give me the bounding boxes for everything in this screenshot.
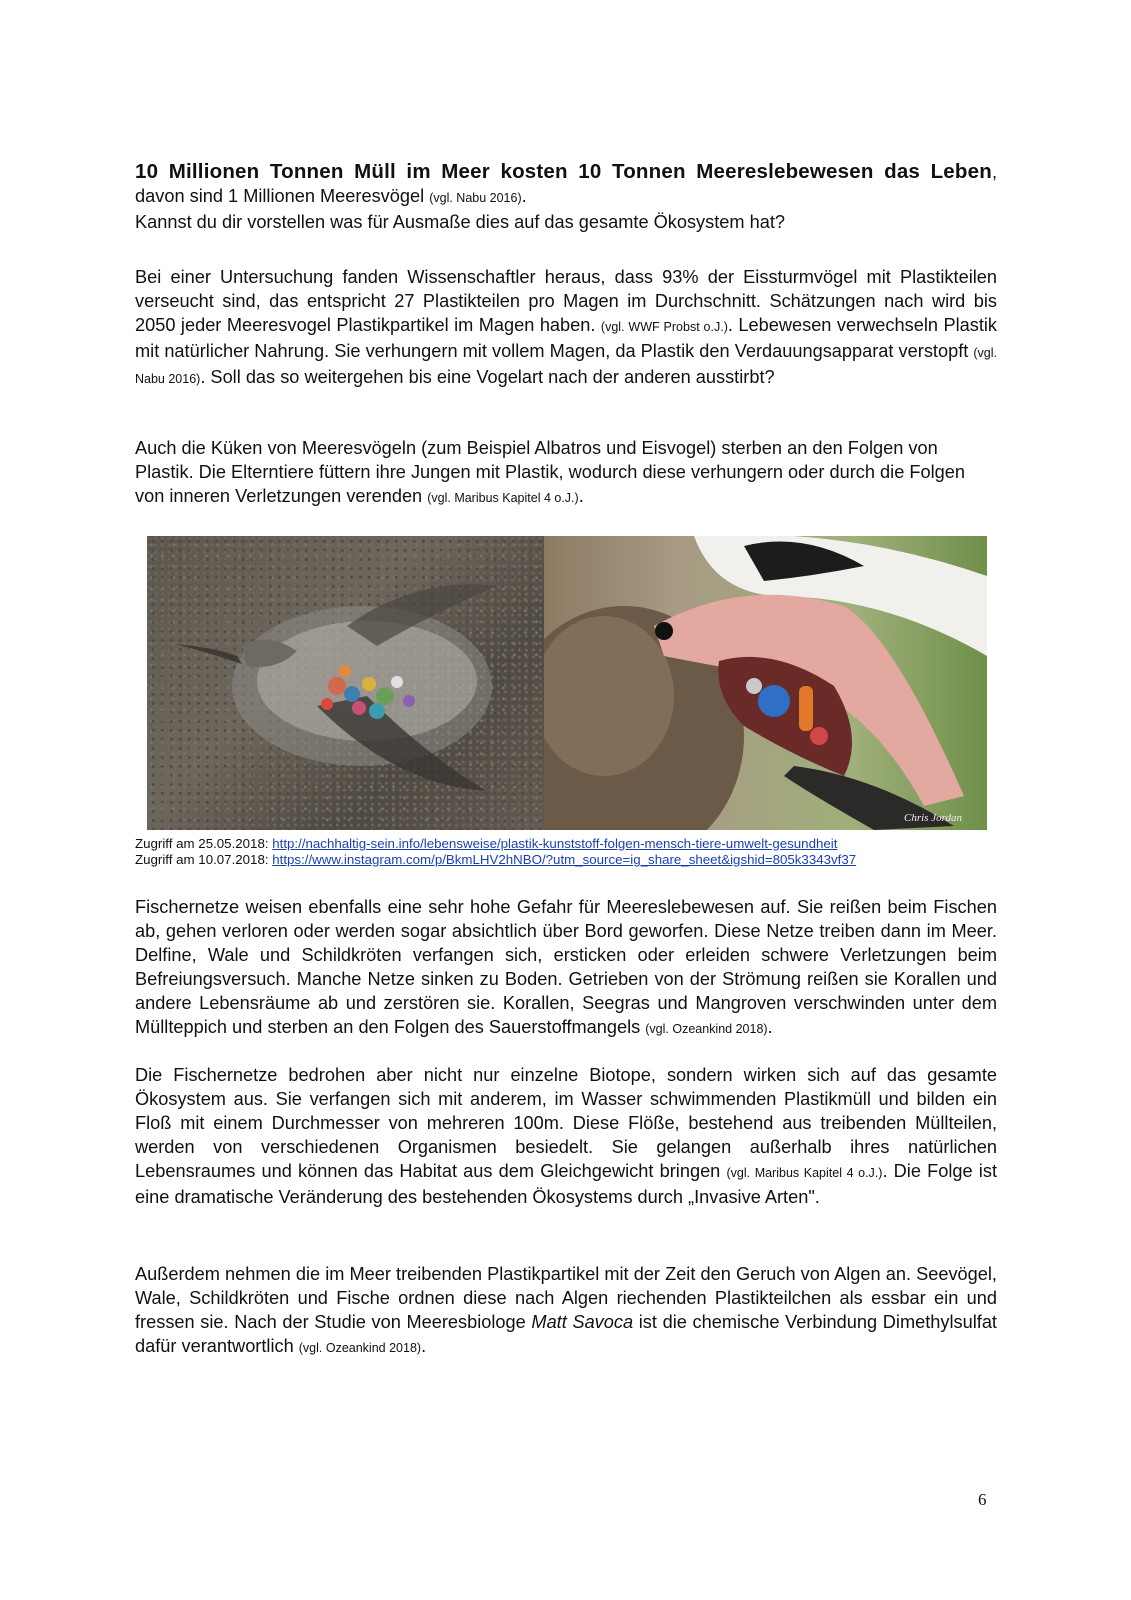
page-number: 6 — [978, 1490, 987, 1509]
headline: 10 Millionen Tonnen Müll im Meer kosten 10 Tonnen Meereslebewesen das Leben — [135, 160, 992, 183]
credit-link-instagram[interactable]: https://www.instagram.com/p/BkmLHV2hNBO/?utm_source=ig_share_sheet&igshid=805k3343vf37 — [272, 852, 857, 867]
image-credits — [135, 836, 856, 868]
paragraph-text: . Soll das so weitergehen bis eine Vogelart nach der anderen ausstirbt? — [200, 367, 775, 387]
paragraph-text: Bei einer Untersuchung fanden Wissenschaftler heraus, dass 93% der Eissturmvögel mit Plastikteilen verseucht sind, das entspricht 27 Plastikteilen pro Magen im Durchschnitt. Schätzungen nach wird bis 2050 jeder Meeresvogel Plastikpartikel im Magen haben. — [135, 267, 997, 335]
credit-line — [135, 836, 856, 852]
photo-watermark: Chris Jordan — [904, 812, 962, 824]
paragraph-text: . — [767, 1017, 773, 1037]
paragraph-text: Fischernetze weisen ebenfalls eine sehr hohe Gefahr für Meereslebewesen auf. Sie reißen beim Fischen ab, gehen verloren oder werden sogar absichtlich über Bord geworfen. Diese Netze treiben dann im Meer. Delfine, Wale und Schildkröten verfangen sich, ersticken oder erleiden schwere Verletzungen beim Befreiungsversuch. Manche Netze sinken zu Boden. Getrieben von der Strömung reißen sie Korallen und andere Lebensräume ab und zerstören sie. Korallen, Seegras und Mangroven verschwinden unter dem Müllteppich und sterben an den Folgen des Sauerstoffmangels — [135, 897, 997, 1037]
scientist-name: Matt Savoca — [531, 1312, 634, 1332]
paragraph-text: . — [521, 186, 527, 206]
citation: (vgl. Nabu 2016) — [429, 191, 522, 205]
dead-albatross-photo — [147, 536, 544, 830]
paragraph-intro — [135, 160, 997, 234]
dead-albatross-illustration — [147, 536, 544, 830]
citation: (vgl. Maribus Kapitel 4 o.J.) — [726, 1166, 883, 1180]
paragraph-text: Kannst du dir vorstellen was für Ausmaße dies auf das gesamte Ökosystem hat? — [135, 212, 786, 232]
paragraph-text: . Die Folge ist eine dramatische Veränderung des bestehenden Ökosystems durch „Invasive Arten". — [135, 1161, 997, 1207]
paragraph-text: . Lebewesen verwechseln Plastik mit natürlicher Nahrung. Sie verhungern mit vollem Magen, da Plastik den Verdauungsapparat verstopft — [135, 315, 998, 361]
paragraph-algae-smell — [135, 1262, 997, 1360]
credit-prefix: Zugriff am 25.05.2018: — [135, 836, 273, 851]
paragraph-ecosystem — [135, 1063, 997, 1209]
albatross-feeding-illustration — [544, 536, 987, 830]
paragraph-text: . — [421, 1336, 427, 1356]
albatross-feeding-photo — [544, 536, 987, 830]
citation: (vgl. Ozeankind 2018) — [645, 1022, 768, 1036]
paragraph-text: , davon sind 1 Millionen Meeresvögel — [135, 162, 997, 206]
citation: (vgl. Ozeankind 2018) — [298, 1341, 422, 1355]
paragraph-fishing-nets — [135, 895, 997, 1041]
paragraph-text: Auch die Küken von Meeresvögeln (zum Beispiel Albatros und Eisvogel) sterben an den Folgen von Plastik. Die Elterntiere füttern ihre Jungen mit Plastik, wodurch diese verhungern oder durch die Folgen von inneren Verletzungen verenden — [135, 438, 965, 506]
paragraph-chicks — [135, 436, 997, 510]
bird-photos-figure — [147, 536, 987, 830]
paragraph-text: . — [578, 486, 584, 506]
credit-prefix: Zugriff am 10.07.2018: — [135, 852, 273, 867]
credit-line — [135, 852, 856, 868]
paragraph-text: ist die chemische Verbindung Dimethylsulfat dafür verantwortlich — [135, 1312, 997, 1356]
citation: (vgl. WWF Probst o.J.) — [600, 320, 728, 334]
citation: (vgl. Maribus Kapitel 4 o.J.) — [427, 491, 579, 505]
credit-link-nachhaltig[interactable]: http://nachhaltig-sein.info/lebensweise/plastik-kunststoff-folgen-mensch-tiere-umwelt-gesundheit — [272, 836, 838, 851]
paragraph-study — [135, 265, 997, 391]
paragraph-text: Außerdem nehmen die im Meer treibenden Plastikpartikel mit der Zeit den Geruch von Algen an. Seevögel, Wale, Schildkröten und Fische ordnen diese nach Algen riechenden Plastikteilchen als essbar ein und fressen sie. Nach der Studie von Meeresbiologe — [135, 1264, 997, 1332]
citation: (vgl. Nabu 2016) — [135, 346, 997, 386]
paragraph-text: Die Fischernetze bedrohen aber nicht nur einzelne Biotope, sondern wirken sich auf das gesamte Ökosystem aus. Sie verfangen sich mit anderem, im Wasser schwimmenden Plastikmüll und bilden ein Floß mit einem Durchmesser von mehreren 100m. Diese Flöße, bestehend aus treibenden Müllteilen, werden von verschiedenen Organismen besiedelt. Sie gelangen außerhalb ihres natürlichen Lebensraumes und können das Habitat aus dem Gleichgewicht bringen — [135, 1065, 997, 1181]
